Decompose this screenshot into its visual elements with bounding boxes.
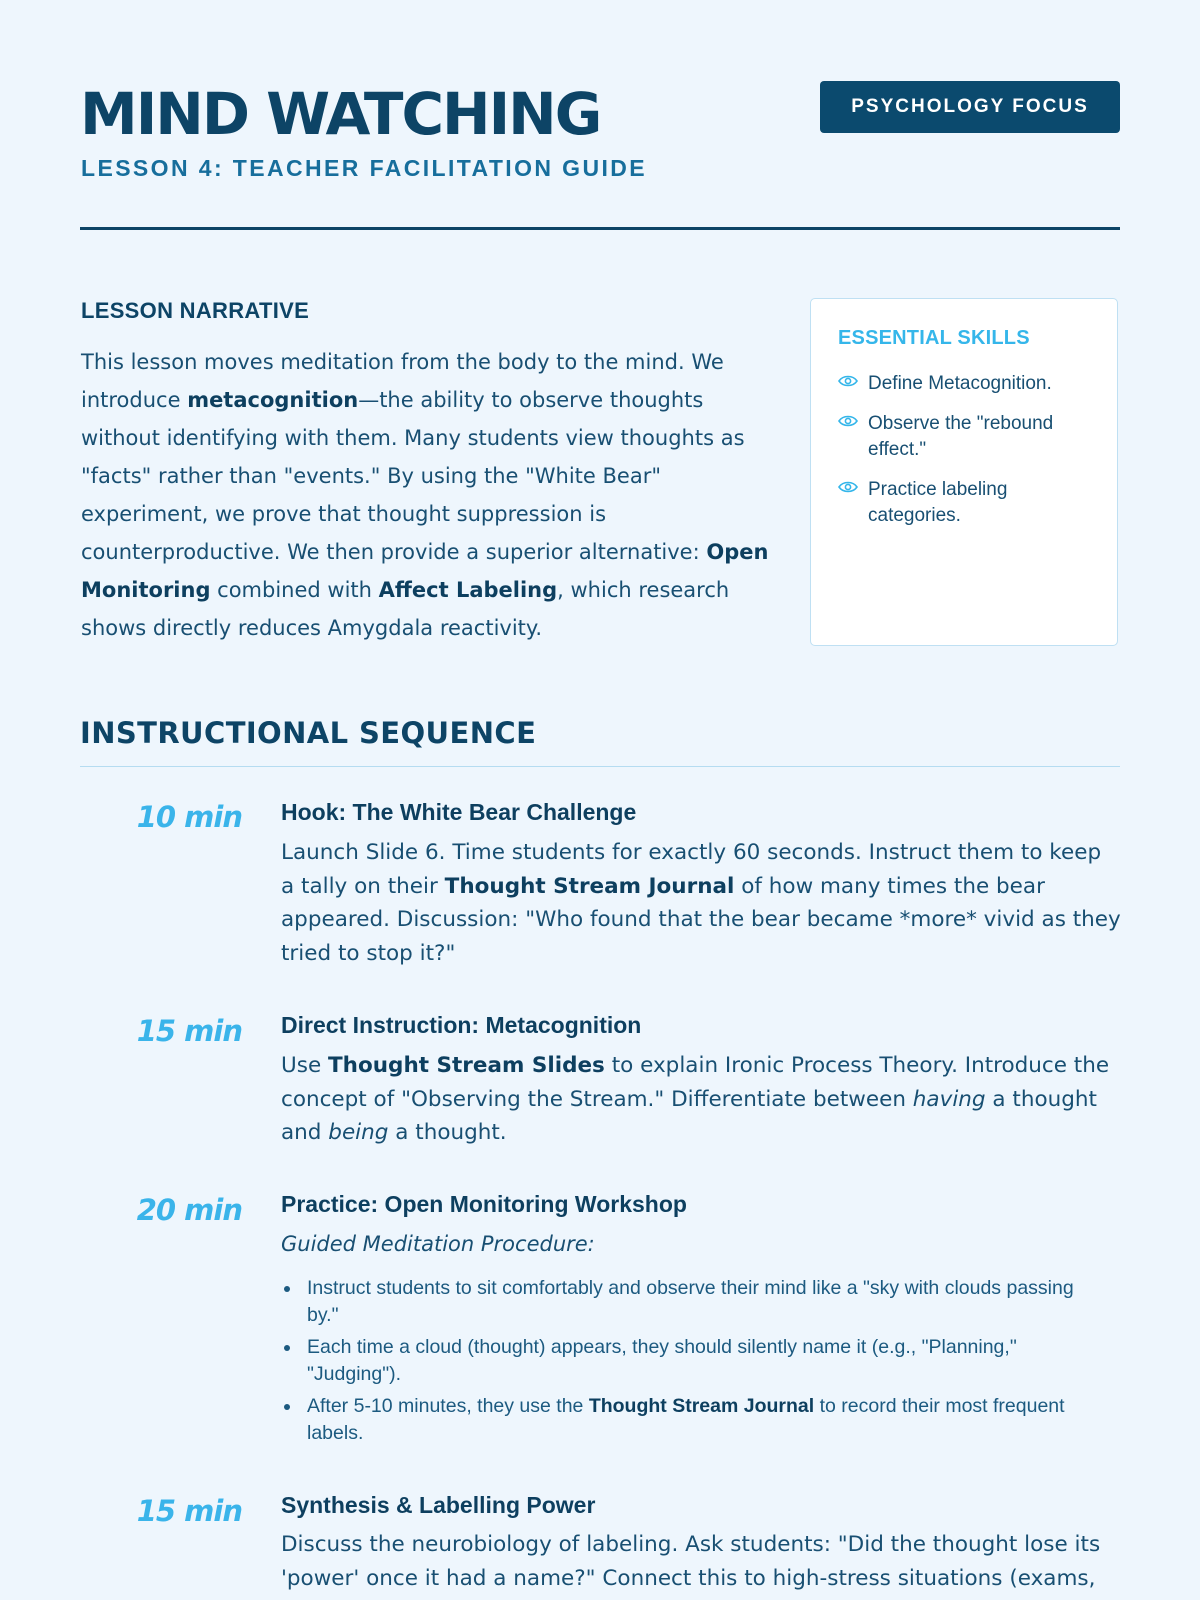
narrative-bold-open-monitoring: Open Monitoring bbox=[81, 540, 769, 602]
skill-item bbox=[838, 411, 1098, 463]
step-time: 20 min bbox=[136, 1193, 242, 1227]
skill-text: Define Metacognition. bbox=[868, 373, 1052, 394]
procedure-item bbox=[281, 1275, 1101, 1329]
step-text: to explain Ironic Process Theory. Introduce the concept of "Observing the Stream." Differentiate between bbox=[281, 1053, 1110, 1112]
essential-skills-card bbox=[810, 298, 1118, 646]
step-text: Launch Slide 6. Time students for exactly 60 seconds. Instruct them to keep a tally on their bbox=[281, 840, 1102, 899]
step-title: Practice: Open Monitoring Workshop bbox=[281, 1191, 687, 1217]
narrative-text-4: , which research shows directly reduces Amygdala reactivity. bbox=[81, 578, 730, 640]
step-time: 10 min bbox=[136, 800, 242, 834]
procedure-text: After 5-10 minutes, they use the bbox=[307, 1395, 589, 1417]
narrative-heading: LESSON NARRATIVE bbox=[81, 298, 310, 323]
narrative-bold-metacognition: metacognition bbox=[187, 388, 359, 412]
procedure-label: Guided Meditation Procedure: bbox=[281, 1232, 595, 1256]
step-text: Use bbox=[281, 1053, 328, 1078]
narrative-text-3: combined with bbox=[210, 578, 379, 602]
narrative-bold-affect-labeling: Affect Labeling bbox=[378, 578, 558, 602]
step-title: Synthesis & Labelling Power bbox=[281, 1492, 596, 1518]
procedure-text: to record their most frequent labels. bbox=[307, 1395, 1065, 1444]
procedure-item bbox=[281, 1334, 1101, 1388]
eye-icon bbox=[838, 479, 858, 495]
step-text: of how many times the bear appeared. Discussion: "Who found that the bear became *more* vivid as they tried to stop it?" bbox=[281, 873, 1121, 966]
page-title: MIND WATCHING bbox=[80, 80, 601, 148]
psychology-focus-badge: PSYCHOLOGY FOCUS bbox=[820, 81, 1120, 133]
skills-heading: ESSENTIAL SKILLS bbox=[838, 327, 1030, 349]
step-text: a thought. bbox=[388, 1120, 507, 1145]
narrative-text-2: —the ability to observe thoughts without identifying with them. Many students view thoughts as "facts" rather than "events." By using the "White Bear" experiment, we prove that thought suppression is counterproductive. We then provide a superior alternative: bbox=[81, 388, 745, 564]
step-text: Discuss the neurobiology of labeling. Ask students: "Did the thought lose its 'power' once it had a name?" Connect this to high-stress situations (exams, bbox=[281, 1532, 1101, 1591]
narrative-text-1: This lesson moves meditation from the body to the mind. We introduce bbox=[81, 350, 724, 412]
step-italic-being: being bbox=[328, 1120, 389, 1145]
skills-list bbox=[838, 371, 1098, 543]
step-bold-resource: Thought Stream Journal bbox=[444, 873, 735, 899]
sequence-heading: INSTRUCTIONAL SEQUENCE bbox=[80, 716, 537, 750]
header-divider bbox=[80, 227, 1120, 230]
step-description bbox=[281, 1528, 1121, 1595]
step-description bbox=[281, 1049, 1121, 1150]
step-time: 15 min bbox=[136, 1494, 242, 1528]
step-description bbox=[281, 836, 1121, 970]
procedure-list bbox=[281, 1275, 1101, 1452]
step-text: a thought and bbox=[281, 1086, 1097, 1145]
procedure-item bbox=[281, 1393, 1101, 1447]
narrative-paragraph bbox=[81, 343, 771, 647]
step-time: 15 min bbox=[136, 1014, 242, 1048]
skill-item bbox=[838, 477, 1098, 529]
procedure-text: Each time a cloud (thought) appears, they should silently name it (e.g., "Planning," "Judging"). bbox=[307, 1336, 1017, 1385]
step-italic-having: having bbox=[912, 1086, 986, 1112]
step-title: Hook: The White Bear Challenge bbox=[281, 799, 637, 825]
sequence-divider bbox=[80, 766, 1120, 767]
page-subtitle: LESSON 4: TEACHER FACILITATION GUIDE bbox=[81, 155, 648, 181]
procedure-bold-journal: Thought Stream Journal bbox=[588, 1395, 815, 1417]
procedure-text: Instruct students to sit comfortably and observe their mind like a "sky with clouds passing by." bbox=[307, 1277, 1074, 1326]
eye-icon bbox=[838, 373, 858, 389]
skill-text: Practice labeling categories. bbox=[868, 479, 1008, 526]
step-title: Direct Instruction: Metacognition bbox=[281, 1012, 642, 1038]
skill-item bbox=[838, 371, 1098, 397]
skill-text: Observe the "rebound effect." bbox=[868, 413, 1054, 460]
eye-icon bbox=[838, 413, 858, 429]
step-bold-resource: Thought Stream Slides bbox=[328, 1053, 605, 1078]
